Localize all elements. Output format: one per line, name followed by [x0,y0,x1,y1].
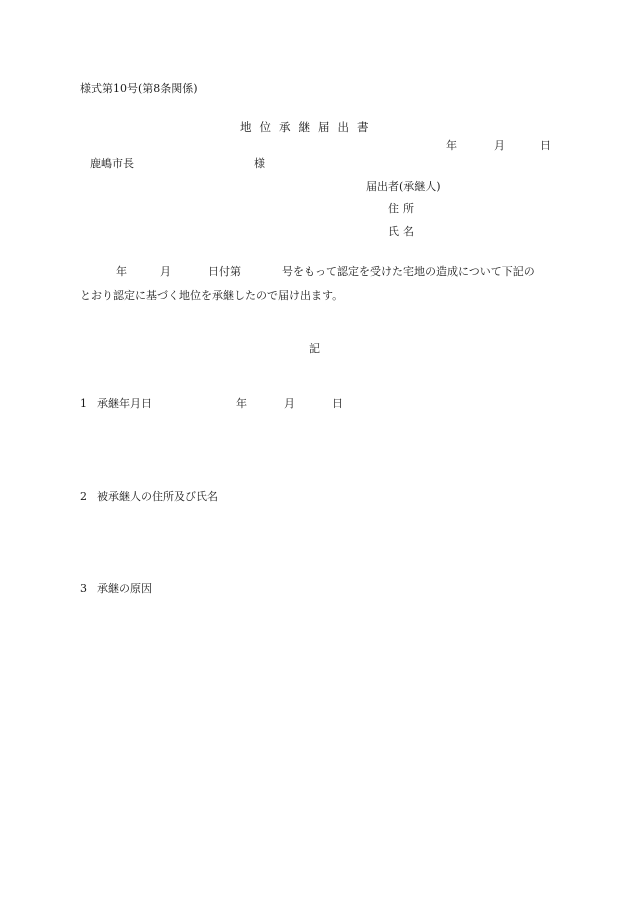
item-2-label: 被承継人の住所及び氏名 [97,490,218,503]
date-year-label: 年 [446,139,457,152]
body-line2: とおり認定に基づく地位を承継したので届け出ます。 [80,289,344,302]
date-day-label: 日 [540,139,551,152]
notifier-address-label: 住所 [388,202,418,215]
body-year-label: 年 [116,265,127,278]
notifier-name-label: 氏名 [388,225,418,238]
item-2-number: 2 [80,490,87,503]
item-1-month-label: 月 [284,397,295,410]
body-line1-rest: 号をもって認定を受けた宅地の造成について下記の [282,265,535,278]
addressee-honorific: 様 [254,157,265,170]
item-3-label: 承継の原因 [97,582,152,595]
item-3-number: 3 [80,582,87,595]
item-1-year-label: 年 [236,397,247,410]
notifier-label: 届出者(承継人) [366,180,441,193]
document-title: 地位承継届出書 [240,120,377,134]
item-1-label: 承継年月日 [97,397,152,410]
item-1-number: 1 [80,397,87,410]
ki-heading: 記 [309,342,320,355]
addressee-name: 鹿嶋市長 [90,157,134,170]
body-month-label: 月 [160,265,171,278]
form-number: 様式第10号(第8条関係) [80,82,198,95]
date-month-label: 月 [494,139,505,152]
item-1-day-label: 日 [332,397,343,410]
body-date-number-label: 日付第 [208,265,241,278]
